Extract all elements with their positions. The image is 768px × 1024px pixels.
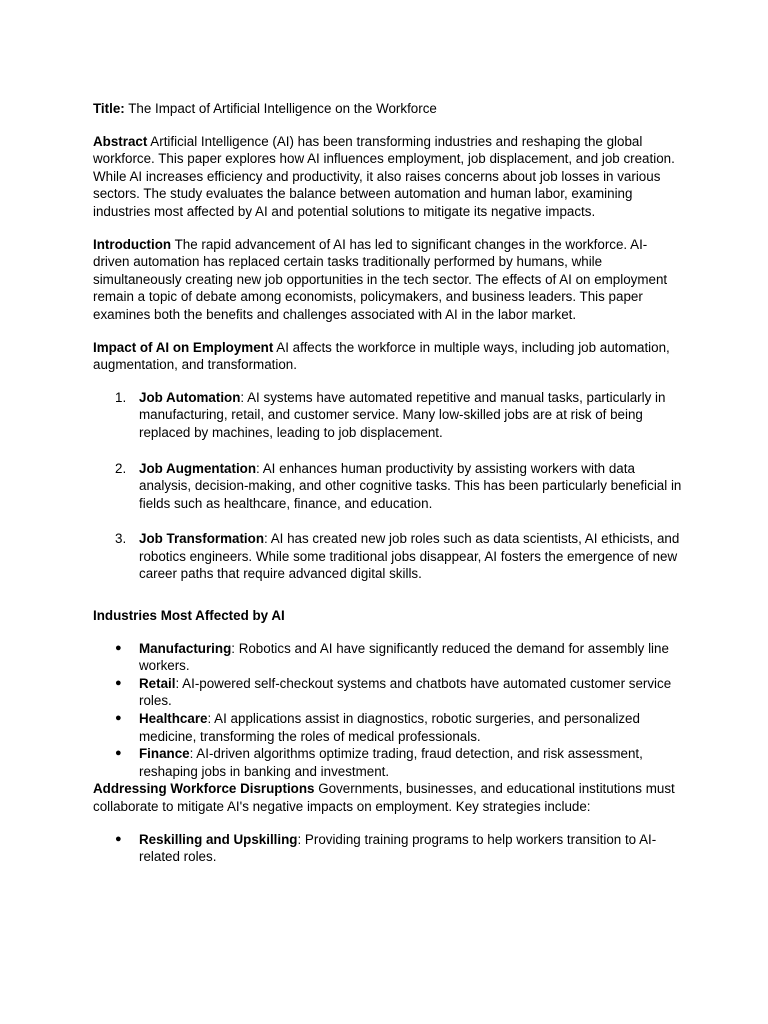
impact-text: AI affects the workforce in multiple ways, including job automation, augmentation, and transformation. bbox=[93, 339, 670, 373]
addressing-paragraph bbox=[93, 780, 683, 815]
item-text: : AI-powered self-checkout systems and chatbots have automated customer service roles. bbox=[139, 675, 672, 709]
item-label: Finance bbox=[139, 746, 190, 762]
industries-heading bbox=[93, 607, 683, 625]
item-label: Job Augmentation bbox=[139, 460, 257, 476]
list-item-job-transformation bbox=[93, 530, 683, 583]
item-label: Job Transformation bbox=[139, 531, 264, 547]
abstract-text: Artificial Intelligence (AI) has been transforming industries and reshaping the global workforce. This paper explores how AI influences employment, job displacement, and job creation. While AI increases efficiency and productivity, it also raises concerns about job losses in various sectors. The study evaluates the balance between automation and human labor, examining industries most affected by AI and potential solutions to mitigate its negative impacts. bbox=[93, 133, 675, 219]
list-item-job-augmentation bbox=[93, 460, 683, 513]
item-text: : AI enhances human productivity by assisting workers with data analysis, decision-making, and other cognitive tasks. This has been particularly beneficial in fields such as healthcare, finance, and education. bbox=[139, 460, 682, 511]
addressing-label: Addressing Workforce Disruptions bbox=[93, 781, 315, 797]
industries-heading-text: Industries Most Affected by AI bbox=[93, 608, 285, 624]
list-item-manufacturing bbox=[93, 640, 683, 675]
item-label: Job Automation bbox=[139, 389, 241, 405]
list-number: 1. bbox=[115, 389, 127, 405]
item-label: Reskilling and Upskilling bbox=[139, 831, 298, 847]
addressing-text: Governments, businesses, and educational institutions must collaborate to mitigate AI's negative impacts on employment. Key strategies include: bbox=[93, 781, 675, 814]
list-item-job-automation bbox=[93, 389, 683, 442]
item-text: : AI systems have automated repetitive and manual tasks, particularly in manufacturing, retail, and customer service. Many low-skilled jobs are at risk of being replaced by machines, leading to job displacement. bbox=[139, 389, 666, 440]
impact-label: Impact of AI on Employment bbox=[93, 339, 274, 355]
item-label: Retail bbox=[139, 675, 176, 691]
item-text: : AI has created new job roles such as data scientists, AI ethicists, and robotics engineers. While some traditional jobs disappear, AI fosters the emergence of new career paths that require advanced digital skills. bbox=[139, 531, 680, 582]
list-number: 2. bbox=[115, 460, 127, 476]
introduction-text: The rapid advancement of AI has led to significant changes in the workforce. AI-driven automation has replaced certain tasks traditionally performed by humans, while simultaneously creating new job opportunities in the tech sector. The effects of AI on employment remain a topic of debate among economists, policymakers, and business leaders. This paper examines both the benefits and challenges associated with AI in the labor market. bbox=[93, 236, 668, 322]
item-text: : Providing training programs to help workers transition to AI-related roles. bbox=[139, 831, 657, 865]
abstract-paragraph bbox=[93, 133, 683, 221]
paper-title bbox=[93, 100, 683, 118]
list-number: 3. bbox=[115, 531, 127, 547]
strategies-list bbox=[93, 831, 683, 866]
item-text: : Robotics and AI have significantly reduced the demand for assembly line workers. bbox=[139, 640, 669, 674]
item-text: : AI-driven algorithms optimize trading, fraud detection, and risk assessment, reshaping jobs in banking and investment. bbox=[139, 746, 643, 779]
introduction-paragraph bbox=[93, 236, 683, 324]
list-item-finance bbox=[93, 745, 683, 780]
title-label: Title: bbox=[93, 101, 125, 116]
introduction-label: Introduction bbox=[93, 236, 172, 252]
list-item-healthcare bbox=[93, 710, 683, 745]
bullet-icon: ● bbox=[115, 832, 122, 845]
document-page bbox=[93, 100, 683, 866]
item-label: Manufacturing bbox=[139, 640, 232, 656]
bullet-icon: ● bbox=[115, 641, 122, 654]
item-label: Healthcare bbox=[139, 711, 208, 727]
bullet-icon: ● bbox=[115, 747, 122, 760]
bullet-icon: ● bbox=[115, 676, 122, 689]
list-item-retail bbox=[93, 675, 683, 710]
employment-impact-list bbox=[93, 389, 683, 583]
list-item-reskilling bbox=[93, 831, 683, 866]
item-text: : AI applications assist in diagnostics, robotic surgeries, and personalized medicine, transforming the roles of medical professionals. bbox=[139, 711, 640, 744]
abstract-label: Abstract bbox=[93, 133, 148, 149]
industries-list bbox=[93, 640, 683, 781]
bullet-icon: ● bbox=[115, 712, 122, 725]
impact-paragraph bbox=[93, 339, 683, 374]
title-text: The Impact of Artificial Intelligence on the Workforce bbox=[124, 101, 437, 116]
